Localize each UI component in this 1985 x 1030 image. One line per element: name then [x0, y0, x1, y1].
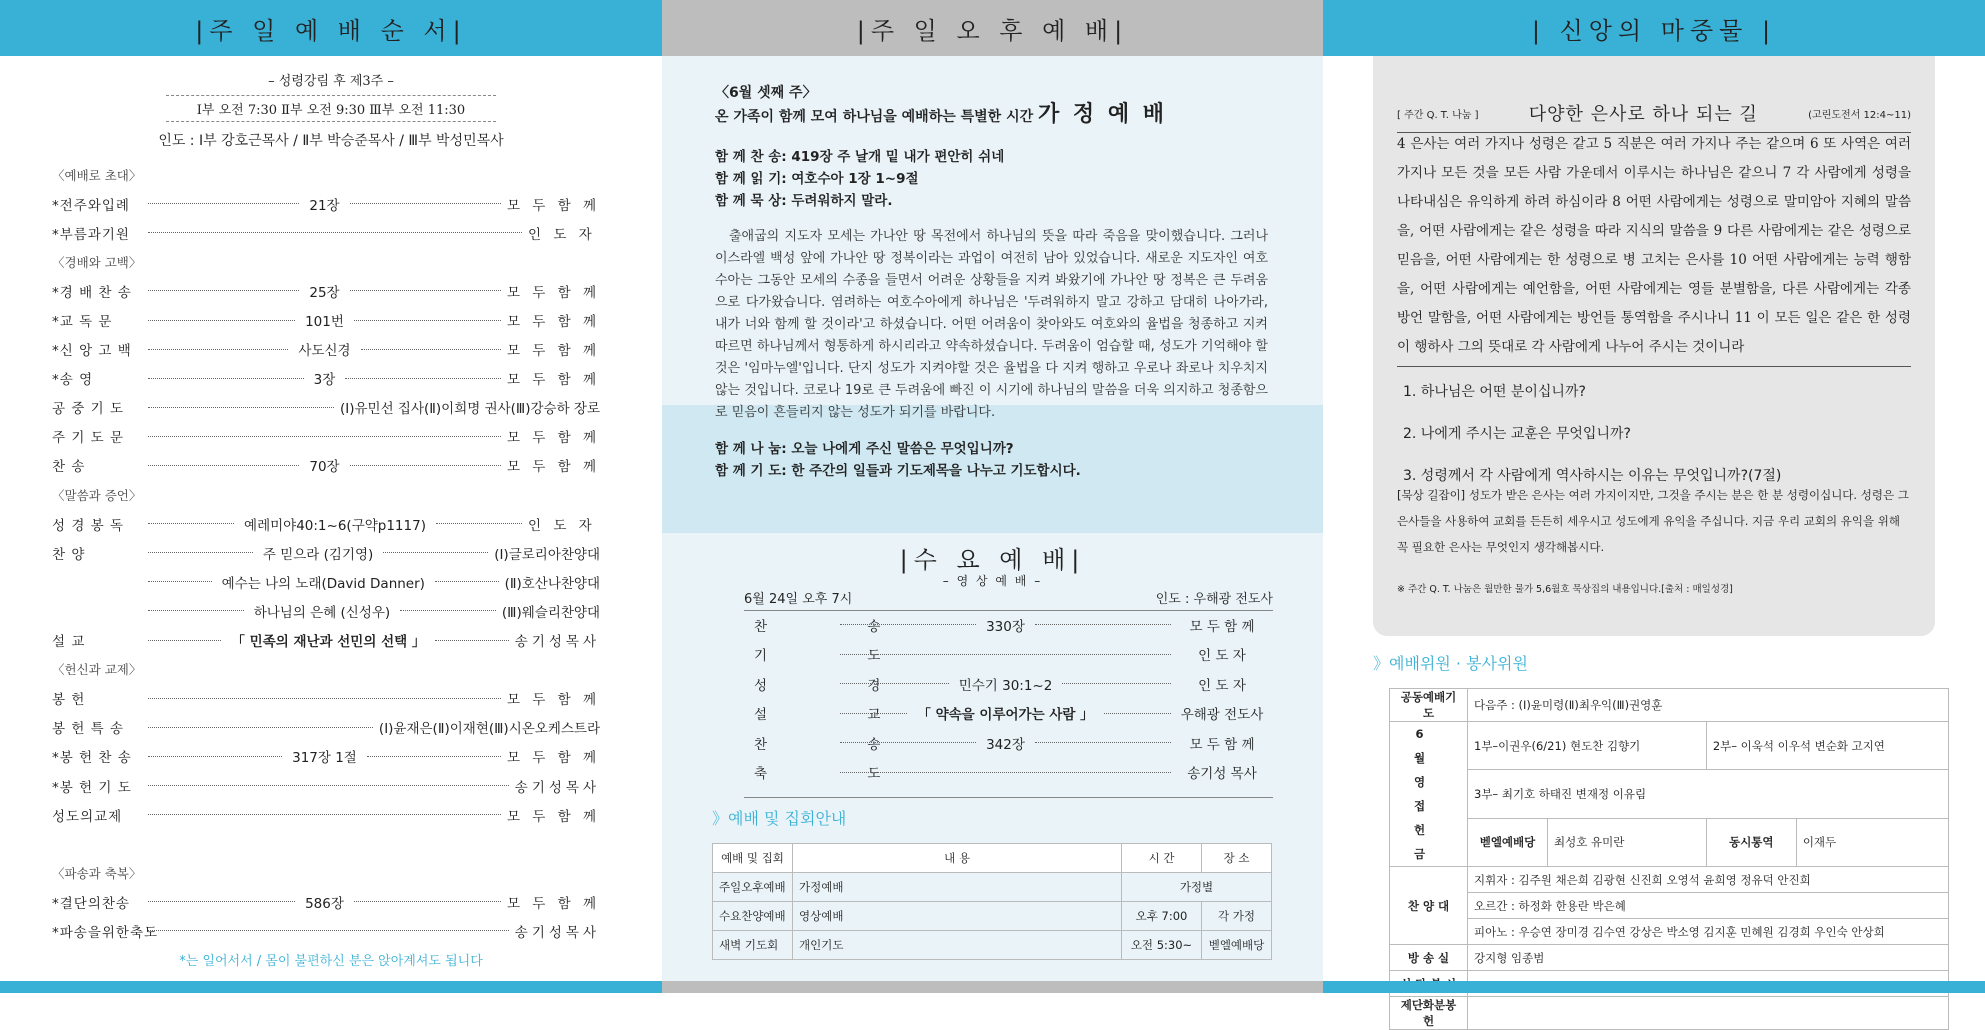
column-afternoon-service [662, 0, 1323, 993]
service-leaders: 인도 : Ⅰ부 강호근목사 / Ⅱ부 박승준목사 / Ⅲ부 박성민목사 [158, 133, 504, 149]
wednesday-person: 인 도 자 [1198, 677, 1246, 694]
column-qt [1323, 0, 1985, 1028]
wednesday-row [754, 758, 1267, 788]
order-content: 하나님의 은혜 (신성우) [253, 604, 391, 621]
order-row [52, 800, 600, 829]
table-cell: 오전 5:30~ [1122, 931, 1202, 960]
section-label: 〈말씀과 증언〉 [52, 487, 142, 503]
order-person: (Ⅱ)호산나찬양대 [504, 575, 600, 592]
order-label: *신 앙 고 백 [52, 343, 132, 360]
table-row [1390, 893, 1949, 919]
leader-dots [350, 203, 501, 204]
order-label: *경 배 찬 송 [52, 284, 132, 301]
leader-dots [148, 290, 299, 291]
leader-dots [1035, 742, 1171, 743]
order-person: (Ⅲ)웨슬리찬양대 [501, 604, 600, 621]
leader-dots [148, 407, 334, 408]
table-row [1390, 997, 1949, 1030]
order-person: 모 두 함 께 [506, 808, 600, 825]
order-person: 모 두 함 께 [506, 314, 601, 331]
staff-label: 공동예배기도 [1390, 689, 1468, 722]
table-row [1390, 945, 1949, 971]
guide-title: 》예배 및 집회안내 [712, 809, 847, 828]
order-person: 모 두 함 께 [506, 895, 601, 912]
staff-label: 동시통역 [1706, 818, 1796, 866]
order-row [52, 305, 600, 334]
leader-dots [436, 523, 522, 524]
order-content: 예수는 나의 노래(David Danner) [221, 575, 425, 592]
leader-dots [840, 624, 976, 625]
sermon-paragraph: 출애굽의 지도자 모세는 가나안 땅 목전에서 하나님의 뜻을 따라 죽음을 맞이했습니다. 그러나 이스라엘 백성 앞에 가나안 땅 정복이라는 과업이 여전히 남아 있었습니다. 새로운 지도자인 여호수아는 그동안 모세의 수종을 들면서 어려운 상황들을 지켜 봐왔기에 가나안 땅 정복은 큰 두려움으로 다가왔습니다. 염려하는 여호수아에게 하나님은 '두려워하지 말고 강하고 담대히 나아가라, 내가 너와 함께 할 것이라'고 하셨습니다. 어떤 어려움이 찾아와도 여호와의 율법을 청종하고 지켜 따르면 하나님께서 형통하게 하시리라고 약속하셨습니다. 두려움이 엄습할 때, 성도가 기억해야 할 것은 '임마누엘'입니다. 단지 성도가 지켜야할 것은 율법을 다 지켜 행하고 우로나 좌로나 치우치지 않는 것입니다. 코로나 19로 큰 두려움에 빠진 이 시기에 하나님의 말씀을 더욱 의지하고 청종함으로 믿음이 흔들리지 않는 성도가 되기를 바랍니다. [715, 229, 1268, 420]
order-label: *봉 헌 기 도 [52, 779, 132, 796]
order-row [52, 596, 600, 625]
leader-dots [148, 320, 295, 321]
week-label: 〈6월 셋째 주〉 [715, 85, 817, 101]
table-row [1390, 689, 1949, 722]
order-person: (Ⅰ)글로리아찬양대 [494, 546, 600, 563]
footer-bar [662, 981, 1323, 993]
table-row [1390, 919, 1949, 945]
table-row [1390, 770, 1949, 818]
footer-bar [1323, 981, 1985, 993]
order-label: 공 중 기 도 [52, 401, 125, 418]
family-worship-tagline: 온 가족이 함께 모여 하나님을 예배하는 특별한 시간 가 정 예 배 [715, 102, 1167, 127]
leader-dots [148, 436, 501, 437]
order-content: 「 민족의 재난과 선민의 선택 」 [231, 634, 426, 651]
qt-tag: [ 주간 Q. T. 나눔 ] [1397, 109, 1479, 121]
order-content: 70장 [309, 459, 340, 476]
wednesday-person: 모 두 함 께 [1189, 736, 1255, 753]
order-row [52, 538, 600, 567]
afternoon-header: |주 일 오 후 예 배| [662, 0, 1323, 56]
qt-reference: (고린도전서 12:4~11) [1808, 109, 1911, 121]
reading-line: 함 께 읽 기: 여호수아 1장 1~9절 [715, 171, 919, 187]
leader-dots [354, 320, 501, 321]
order-row [52, 451, 600, 480]
order-person: 모 두 함 께 [506, 750, 600, 767]
order-person: 모 두 함 께 [506, 372, 600, 389]
order-person: 송기성목사 [514, 924, 600, 941]
wednesday-row [754, 640, 1267, 670]
leader-dots [148, 378, 304, 379]
order-content: 3장 [313, 372, 336, 389]
guide-table [712, 843, 1272, 960]
footer-bar [0, 981, 662, 993]
order-row [52, 509, 600, 538]
leader-dots [400, 610, 496, 611]
wednesday-leader: 인도 : 우해광 전도사 [1155, 592, 1273, 607]
staff-value: 이재두 [1796, 818, 1948, 866]
wednesday-label: 찬 송 [754, 618, 929, 635]
order-person: 모 두 함 께 [506, 692, 600, 709]
divider [744, 797, 1273, 798]
table-row [1390, 722, 1949, 770]
order-list [52, 160, 600, 945]
wednesday-person: 모 두 함 께 [1189, 618, 1255, 635]
order-person: (Ⅰ)윤재은(Ⅱ)이재현(Ⅲ)시온오케스트라 [378, 721, 600, 738]
leader-dots [148, 698, 501, 699]
leader-dots [840, 742, 976, 743]
order-person: 모 두 함 께 [506, 459, 600, 476]
table-row [713, 931, 1272, 960]
table-cell: 수요찬양예배 [713, 902, 793, 931]
table-cell: 각 가정 [1202, 902, 1272, 931]
pray-line: 함 께 기 도: 한 주간의 일들과 기도제목을 나누고 기도합시다. [715, 463, 1081, 479]
order-content: 주 믿으라 (김기영) [262, 546, 374, 563]
order-label: 찬 송 [52, 459, 86, 476]
order-label: *교 독 문 [52, 314, 113, 331]
leader-dots [148, 610, 244, 611]
order-person: 인 도 자 [528, 226, 596, 243]
table-cell: 개인기도 [793, 931, 1122, 960]
leader-dots [148, 203, 299, 204]
staff-value [1468, 997, 1949, 1030]
wednesday-person: 인 도 자 [1198, 648, 1246, 665]
wednesday-label: 성 경 [754, 677, 929, 694]
table-cell: 새벽 기도회 [713, 931, 793, 960]
staff-value: 2부– 이욱석 이우석 변순화 고지연 [1706, 722, 1948, 770]
section-label: 〈파송과 축복〉 [52, 865, 142, 881]
leader-dots [354, 901, 501, 902]
leader-dots [148, 785, 509, 786]
order-row [52, 684, 600, 713]
order-person: 송기성목사 [514, 634, 601, 651]
leader-dots [148, 552, 253, 553]
leader-dots [383, 552, 488, 553]
leader-dots [367, 756, 501, 757]
qt-source: ※ 주간 Q. T. 나눔은 월만한 물가 5,6월호 묵상집의 내용입니다.[출처 : 매일성경] [1397, 584, 1733, 595]
staff-value: 최성호 유미란 [1548, 818, 1707, 866]
leader-dots [350, 465, 501, 466]
staff-value: 지휘자 : 김주원 채은희 김광현 신진희 오영석 윤희영 정유덕 안진희 [1468, 867, 1949, 893]
order-row [52, 887, 600, 916]
leader-dots [435, 640, 508, 641]
order-row [52, 742, 600, 771]
leader-dots [361, 349, 501, 350]
order-label: *부름과기원 [52, 226, 130, 243]
leader-dots [148, 232, 522, 233]
table-header-row [713, 844, 1272, 873]
order-label: *전주와입례 [52, 197, 130, 214]
leader-dots [350, 290, 501, 291]
order-label: 찬 양 [52, 546, 86, 563]
order-content: 101번 [305, 314, 344, 331]
wednesday-content: 「 약속을 이루어가는 사람 」 [917, 707, 1094, 724]
table-cell: 벧엘예배당 [1202, 931, 1272, 960]
section-label: 〈경배와 고백〉 [52, 254, 142, 270]
leader-dots [148, 727, 373, 728]
wednesday-row [754, 669, 1267, 699]
qt-title: 다양한 은사로 하나 되는 길 [1528, 104, 1758, 125]
staff-title: 》예배위원 · 봉사위원 [1373, 654, 1528, 673]
sunday-order-header: |주 일 예 배 순 서| [0, 0, 662, 56]
order-label: 성 경 봉 독 [52, 517, 125, 534]
leader-dots [840, 654, 1171, 655]
staff-label: 벧엘예배당 [1468, 818, 1548, 866]
order-content: 21장 [309, 197, 340, 214]
table-row [713, 873, 1272, 902]
wednesday-person: 우해광 전도사 [1180, 707, 1264, 724]
leader-dots [840, 713, 907, 714]
order-row [52, 567, 600, 596]
leader-dots [435, 581, 499, 582]
staff-label: 제단화분봉헌 [1390, 997, 1468, 1030]
order-row [52, 364, 600, 393]
leader-dots [1062, 683, 1171, 684]
order-row [52, 626, 600, 655]
leader-dots [148, 930, 509, 931]
order-content: 317장 1절 [292, 750, 357, 767]
leader-dots [840, 683, 949, 684]
wednesday-list [754, 610, 1267, 787]
service-times: Ⅰ부 오전 7:30 Ⅱ부 오전 9:30 Ⅲ부 오전 11:30 [166, 95, 496, 122]
leader-dots [148, 640, 221, 641]
staff-label: 찬 양 대 [1390, 867, 1468, 945]
order-person: 송기성목사 [514, 779, 600, 796]
family-worship-body [715, 82, 1268, 482]
leader-dots [1035, 624, 1171, 625]
staff-value: 3부– 최기호 하태진 변재정 이유림 [1468, 770, 1949, 818]
leader-dots [148, 756, 282, 757]
wednesday-label: 기 도 [754, 648, 929, 665]
column-sunday-order [0, 0, 662, 993]
family-worship-title: 가 정 예 배 [1038, 102, 1167, 127]
wednesday-content: 민수기 30:1~2 [958, 677, 1053, 694]
staff-table [1389, 688, 1949, 1030]
qt-question: 1. 하나님은 어떤 분이십니까? [1403, 384, 1586, 400]
sunday-subtitle: – 성령강림 후 제3주 – [268, 74, 394, 89]
order-person: (Ⅰ)유민선 집사(Ⅱ)이희명 권사(Ⅲ)강승하 장로 [339, 401, 600, 418]
wednesday-title: |수 요 예 배| [899, 546, 1086, 574]
order-person: 모 두 함 께 [506, 430, 600, 447]
order-content: 586장 [305, 895, 344, 912]
standing-note: *는 일어서서 / 몸이 불편하신 분은 앉아계셔도 됩니다 [179, 954, 483, 969]
leader-dots [148, 581, 212, 582]
order-person: 모 두 함 께 [506, 197, 600, 214]
table-header-cell: 내 용 [793, 844, 1122, 873]
leader-dots [1104, 713, 1171, 714]
leader-dots [148, 814, 501, 815]
order-row [52, 335, 600, 364]
staff-value: 강지형 임종범 [1468, 945, 1949, 971]
staff-value: 피아노 : 우승연 장미경 김수연 강상은 박소영 김지훈 민혜원 김경희 우인숙 안상희 [1468, 919, 1949, 945]
wednesday-row [754, 728, 1267, 758]
wednesday-row [754, 699, 1267, 729]
section-label: 〈예배로 초대〉 [52, 167, 142, 183]
table-row [713, 902, 1272, 931]
order-person: 인 도 자 [528, 517, 596, 534]
order-label: *송 영 [52, 372, 94, 389]
leader-dots [148, 901, 295, 902]
staff-value: 1부–이권우(6/21) 현도찬 김향기 [1468, 722, 1707, 770]
order-label: *봉 헌 찬 송 [52, 750, 132, 767]
wednesday-content: 342장 [986, 736, 1025, 753]
order-label: 주 기 도 문 [52, 430, 125, 447]
order-row [52, 218, 600, 247]
order-label: *결단의찬송 [52, 895, 130, 912]
order-label: 봉 헌 특 송 [52, 721, 125, 738]
table-header-cell: 장 소 [1202, 844, 1272, 873]
order-row [52, 713, 600, 742]
wednesday-content: 330장 [986, 618, 1025, 635]
order-row [52, 276, 600, 305]
table-cell: 가정예배 [793, 873, 1122, 902]
order-content: 사도신경 [298, 343, 351, 360]
staff-value: 오르간 : 하정화 한용란 박은혜 [1468, 893, 1949, 919]
qt-verse: 4 은사는 여러 가지나 성령은 같고 5 직분은 여러 가지나 주는 같으며 6 또 사역은 여러 가지나 모든 것을 모든 사람 가운데서 이루시는 하나님은 같으니 7 각 사람에게 성령을 나타내심은 유익하게 하려 하심이라 8 어떤 사람에게는 성령으로 말미암아 지혜의 말씀을, 어떤 사람에게는 같은 성령을 따라 지식의 말씀을 9 다른 사람에게는 같은 성령으로 믿음을, 어떤 사람에게는 한 성령으로 병 고치는 은사를 10 어떤 사람에게는 능력 행함을, 어떤 사람에게는 예언함을, 어떤 사람에게는 영들 분별함을, 다른 사람에게는 각종 방언 말함을, 어떤 사람에게는 방언들 통역함을 주시나니 11 이 모든 일은 같은 한 성령이 행하사 그의 뜻대로 각 사람에게 나누어 주시는 것이니라 [1397, 130, 1911, 367]
spacer [52, 829, 600, 858]
leader-dots [148, 523, 234, 524]
leader-dots [345, 378, 501, 379]
staff-label: 6 월 영 접 헌 금 [1390, 722, 1468, 867]
table-header-cell: 시 간 [1122, 844, 1202, 873]
order-row [52, 771, 600, 800]
order-person: 모 두 함 께 [506, 343, 600, 360]
table-cell: 가정별 [1122, 873, 1272, 902]
order-label: *파송을위한축도 [52, 924, 159, 941]
table-cell: 오후 7:00 [1122, 902, 1202, 931]
table-cell: 영상예배 [793, 902, 1122, 931]
section-label: 〈헌신과 교제〉 [52, 662, 142, 678]
wednesday-person: 송기성 목사 [1187, 766, 1257, 783]
wednesday-label: 설 교 [754, 707, 929, 724]
leader-dots [148, 349, 288, 350]
wednesday-label: 축 도 [754, 766, 929, 783]
order-row [52, 916, 600, 945]
order-content: 25장 [309, 284, 340, 301]
qt-questions [1403, 370, 1911, 496]
table-header-cell: 예배 및 집회 [713, 844, 793, 873]
qt-question: 2. 나에게 주시는 교훈은 무엇입니까? [1403, 426, 1631, 442]
qt-header: | 신앙의 마중물 | [1323, 0, 1985, 56]
qt-title-row [1397, 100, 1911, 133]
meditation-line: 함 께 묵 상: 두려워하지 말라. [715, 193, 893, 209]
wednesday-subtitle: – 영 상 예 배 – [942, 574, 1043, 588]
table-row [1390, 818, 1949, 866]
order-row [52, 422, 600, 451]
qt-question: 3. 성령께서 각 사람에게 역사하시는 이유는 무엇입니까?(7절) [1403, 468, 1782, 484]
hymn-line: 함 께 찬 송: 419장 주 날개 밑 내가 편안히 쉬네 [715, 149, 1005, 165]
wednesday-label: 찬 송 [754, 736, 929, 753]
table-cell: 주일오후예배 [713, 873, 793, 902]
leader-dots [148, 465, 299, 466]
table-row [1390, 867, 1949, 893]
order-content: 예레미야40:1~6(구약p1117) [244, 517, 426, 534]
leader-dots [840, 772, 1171, 773]
order-label: 성도의교제 [52, 808, 123, 825]
staff-label: 방 송 실 [1390, 945, 1468, 971]
qt-meditation: [묵상 길잡이] 성도가 받은 은사는 여러 가지이지만, 그것을 주시는 분은 한 분 성령이십니다. 성령은 그 은사들을 사용하여 교회를 든든히 세우시고 성도에게 유익을 주십니다. 지금 우리 교회의 유익을 위해 꼭 필요한 은사는 무엇인지 생각해봅시다. [1397, 488, 1909, 554]
order-row [52, 189, 600, 218]
order-row [52, 393, 600, 422]
wednesday-date: 6월 24일 오후 7시 [744, 592, 853, 607]
order-label: 봉 헌 [52, 692, 86, 709]
share-line: 함 께 나 눔: 오늘 나에게 주신 말씀은 무엇입니까? [715, 441, 1014, 457]
wednesday-row [754, 610, 1267, 640]
order-person: 모 두 함 께 [506, 284, 600, 301]
wednesday-meta [744, 588, 1273, 611]
staff-value: 다음주 : (Ⅰ)윤미령(Ⅱ)최우익(Ⅲ)권영훈 [1468, 689, 1949, 722]
order-label: 설 교 [52, 634, 86, 651]
